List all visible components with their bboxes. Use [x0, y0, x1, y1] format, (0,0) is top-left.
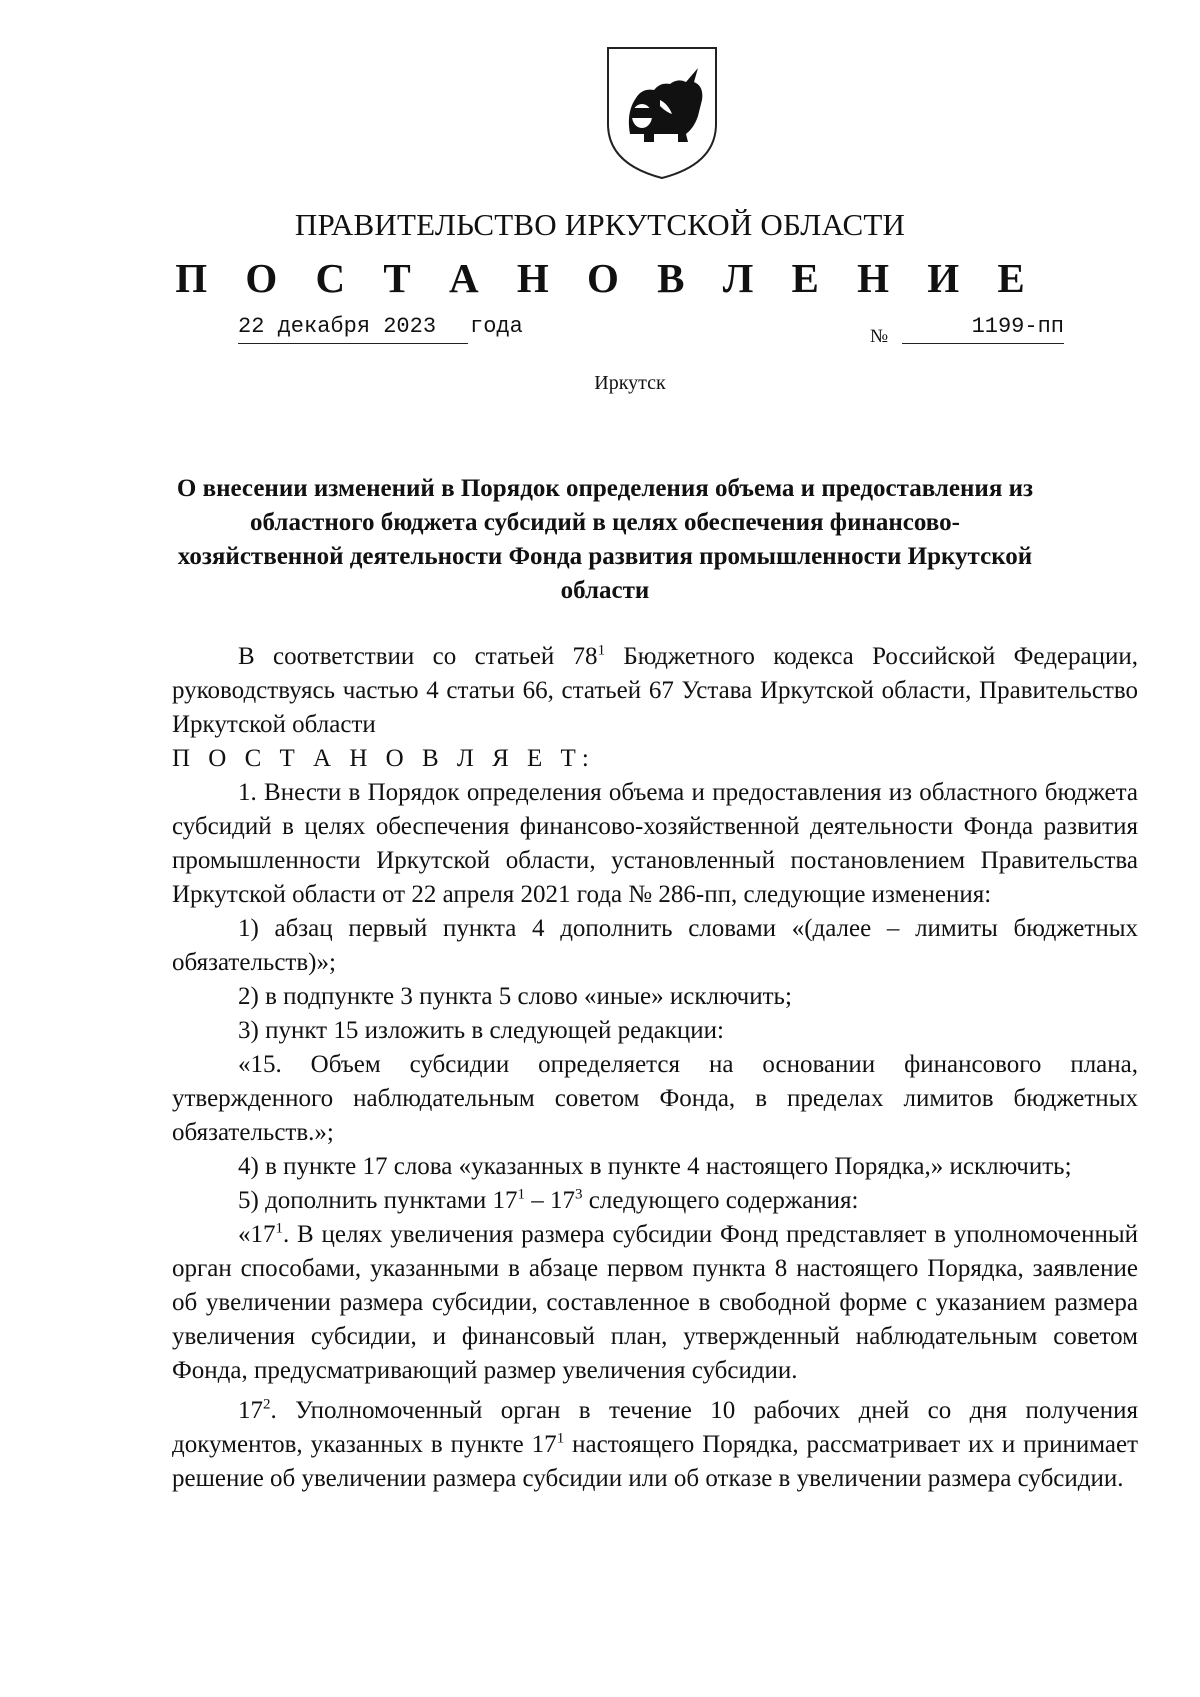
government-name: ПРАВИТЕЛЬСТВО ИРКУТСКОЙ ОБЛАСТИ: [294, 207, 906, 242]
point-17-2: $17^2$. Уполномоченный орган в течение 10 рабочих дней со дня получения документов, указанных в пункте $17^1$ настоящего Порядка, рассматривает их и принимает решение об увеличении размера субсидии или об отказе в увеличении размера субсидии.: [172, 1396, 1139, 1492]
document-body: [172, 640, 1138, 1496]
document-title: О внесении изменений в Порядок определения объема и предоставления из областного бюджета субсидий в целях обеспечения финансово-хозяйственной деятельности Фонда развития промышленности Иркутской области: [176, 475, 1034, 604]
document-number: 1199-пп: [902, 314, 1064, 344]
subitem-4: 4) в пункте 17 слова «указанных в пункте 4 настоящего Порядка,» исключить;: [238, 1153, 1072, 1180]
subitem-3: 3) пункт 15 изложить в следующей редакции:: [238, 1017, 724, 1044]
document-date: 22 декабря 2023: [238, 314, 468, 344]
document-date-suffix: года: [470, 314, 523, 339]
subitem-5: 5) дополнить пунктами $17^1 - 17^3$ следующего содержания:: [238, 1186, 859, 1214]
paragraph-1: 1. Внести в Порядок определения объема и предоставления из областного бюджета субсидий в целях обеспечения финансово-хозяйственной деятельности Фонда развития промышленности Иркутской области, установленный постановлением Правительства Иркутской области от 22 апреля 2021 года № 286-пп, следующие изменения:: [172, 779, 1138, 908]
subitem-1: 1) абзац первый пункта 4 дополнить словами «(далее – лимиты бюджетных обязательств)»;: [172, 915, 1138, 976]
city: Иркутск: [594, 372, 666, 394]
subitem-2: 2) в подпункте 3 пункта 5 слово «иные» исключить;: [238, 983, 792, 1010]
resolves-heading: П О С Т А Н О В Л Я Е Т:: [172, 745, 595, 772]
intro-paragraph: В соответствии со статьей $78^1$ Бюджетного кодекса Российской Федерации, руководствуясь частью 4 статьи 66, статьей 67 Устава Иркутской области, Правительство Иркутской области: [172, 642, 1138, 738]
irkutsk-coat-of-arms-icon: [602, 42, 722, 182]
subitem-3-text: «15. Объем субсидии определяется на основании финансового плана, утвержденного наблюдательным советом Фонда, в пределах лимитов бюджетных обязательств.»;: [172, 1051, 1138, 1146]
document-type: П О С Т А Н О В Л Е Н И Е: [175, 255, 1039, 301]
point-17-1: «$17^1$. В целях увеличения размера субсидии Фонд представляет в уполномоченный орган способами, указанными в абзаце первом пункта 8 настоящего Порядка, заявление об увеличении размера субсидии, составленное в свободной форме с указанием размера увеличения субсидии, и финансовый план, утвержденный наблюдательным советом Фонда, предусматривающий размер увеличения субсидии.: [172, 1220, 1138, 1384]
number-sign: №: [870, 326, 889, 347]
